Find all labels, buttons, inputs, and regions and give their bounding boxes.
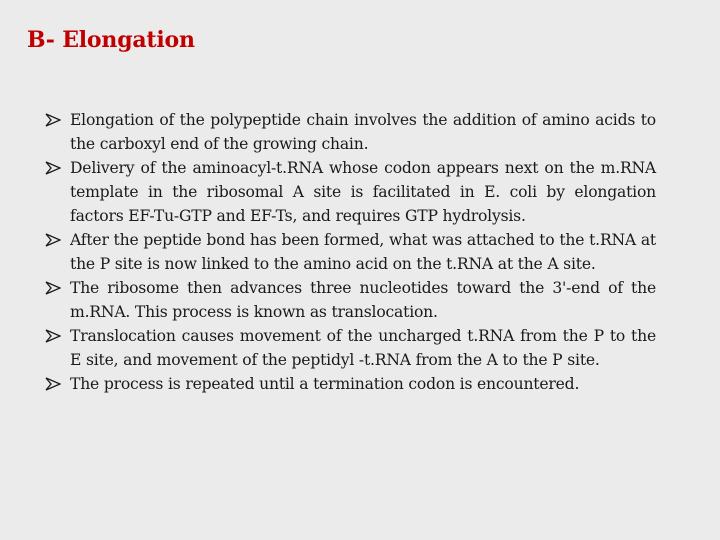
bullet-text: After the peptide bond has been formed, what was attached to the t.RNA at the P site is now linked to the amino acid on the t.RNA at the A site. — [70, 231, 656, 273]
bullet-item — [44, 372, 656, 396]
arrowhead-bullet-icon — [45, 377, 61, 391]
bullet-text: Delivery of the aminoacyl-t.RNA whose codon appears next on the m.RNA template in the ribosomal A site is facilitated in E. coli by elongation factors EF-Tu-GTP and EF-Ts, and requires GTP hydrolysis. — [70, 159, 656, 225]
arrowhead-bullet-icon — [45, 161, 61, 175]
slide-title: B- Elongation — [27, 27, 195, 53]
bullet-item — [44, 276, 656, 324]
bullet-text: The process is repeated until a termination codon is encountered. — [70, 375, 580, 393]
arrowhead-bullet-icon — [45, 233, 61, 247]
bullet-text: The ribosome then advances three nucleotides toward the 3'-end of the m.RNA. This process is known as translocation. — [70, 279, 656, 321]
bullet-item — [44, 156, 656, 228]
arrowhead-bullet-icon — [45, 113, 61, 127]
bullet-item — [44, 324, 656, 372]
arrowhead-bullet-icon — [45, 281, 61, 295]
bullet-text: Translocation causes movement of the uncharged t.RNA from the P to the E site, and movement of the peptidyl -t.RNA from the A to the P site. — [70, 327, 656, 369]
bullet-item — [44, 228, 656, 276]
bullet-item — [44, 108, 656, 156]
bullet-list — [44, 108, 656, 396]
bullet-text: Elongation of the polypeptide chain involves the addition of amino acids to the carboxyl end of the growing chain. — [70, 111, 656, 153]
arrowhead-bullet-icon — [45, 329, 61, 343]
